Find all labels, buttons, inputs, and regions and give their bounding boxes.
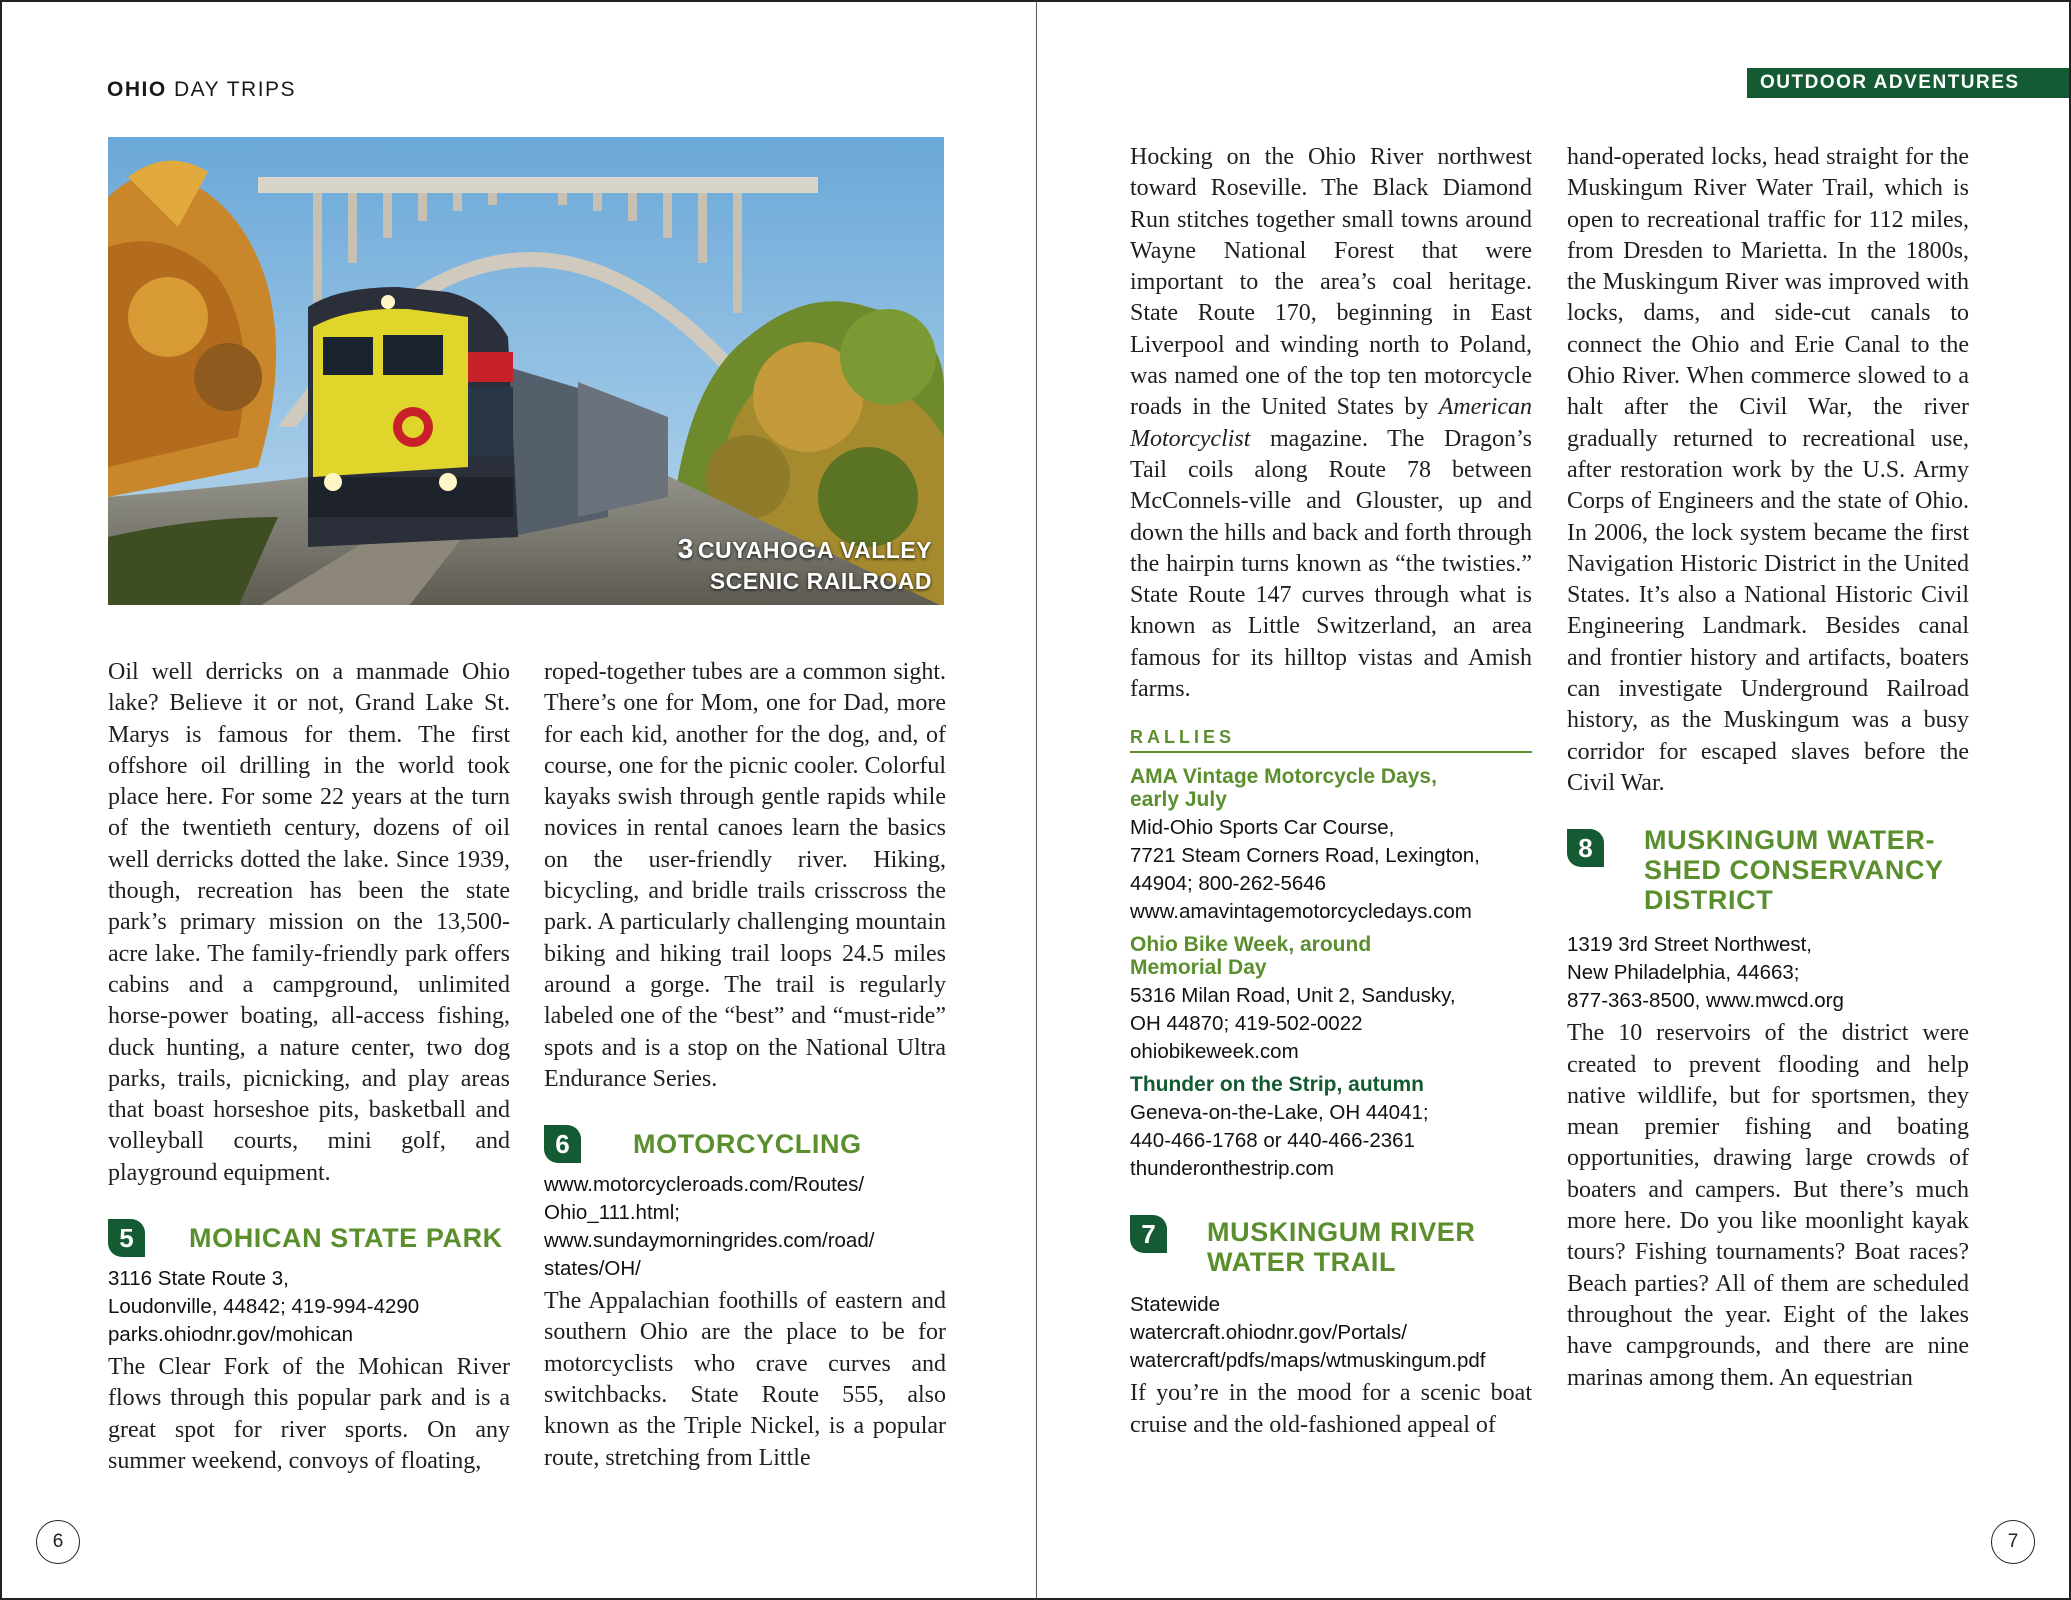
rally-item: Thunder on the Strip, autumn Geneva-on-the-Lake, OH 44041; 440-466-1768 or 440-466-2361 thunderonthestrip.com [1130,1073,1532,1183]
rallies-section [1130,727,1532,1183]
rally-name: Ohio Bike Week, around [1130,933,1372,957]
rally-name: Thunder on the Strip, autumn [1130,1073,1424,1097]
conservancy-paragraph: The 10 reservoirs of the district were created to prevent flooding and help native wildlife, but for sportsmen, they mean premier fishing and boating opportunities, drawing large crowds of boaters and campers. But there’s much more here. Do you like moonlight kayak tours? Fishing tournaments? Boat races? Beach parties? All of them are scheduled throughout the year. Eight of the lakes have campgrounds, and there are nine marinas among them. An equestrian [1567,1020,1969,1391]
website-link[interactable]: states/OH/ [544,1257,641,1281]
mohican-paragraph: The Clear Fork of the Mohican River flows through this popular park and is a great spot for river sports. On any summer weekend, convoys of floating, [108,1354,510,1474]
listing-7-header [1130,1215,1532,1277]
page-number: 6 [36,1520,80,1564]
listing-title: MOTORCYCLING [633,1129,862,1160]
website-link[interactable]: watercraft/pdfs/maps/wtmuskingum.pdf [1130,1349,1486,1373]
website-link[interactable]: Ohio_111.html; [544,1201,680,1225]
right-column-2 [1567,142,1969,1394]
rally-item: AMA Vintage Motorcycle Days, early July Mid-Ohio Sports Car Course, 7721 Steam Corners Road, Lexington, 44904; 800-262-5646 www.amavintagemotorcycledays.com [1130,765,1532,926]
website-link[interactable]: thunderonthestrip.com [1130,1157,1334,1181]
page-number: 7 [1991,1520,2035,1564]
left-column-2 [544,657,946,1474]
photo-caption [678,533,932,597]
listing-number-badge: 7 [1130,1215,1167,1253]
mohican-continued-paragraph: roped-together tubes are a common sight. There’s one for Mom, one for Dad, more for each kid, another for the dog, and, of course, one for the picnic cooler. Colorful kayaks swish through gentle rapids while novices in rental canoes learn the basics on the user-friendly river. Hiking, bicycling, and bridle trails crisscross the park. A particularly challenging mountain biking and hiking trail loops 24.5 miles around a gorge. The trail is regularly labeled one of the “best” and “must-ride” spots and is a stop on the National Ultra Endurance Series. [544,659,946,1092]
listing-title: MOHICAN STATE PARK [189,1223,503,1254]
listing-6-header [544,1125,946,1163]
rally-item: Ohio Bike Week, around Memorial Day 5316 Milan Road, Unit 2, Sandusky, OH 44870; 419-502-0022 ohiobikeweek.com [1130,933,1532,1066]
left-column-1 [108,657,510,1477]
right-column-1 [1130,142,1532,1441]
section-tab: OUTDOOR ADVENTURES [1747,68,2069,98]
rally-name: Memorial Day [1130,956,1267,980]
magazine-title: American Motorcyclist [1130,394,1532,452]
listing-5-header [108,1219,510,1257]
water-trail-paragraph: If you’re in the mood for a scenic boat cruise and the old-fashioned appeal of [1130,1380,1532,1438]
rally-name: early July [1130,788,1227,812]
listing-title: MUSKINGUM RIVER WATER TRAIL [1207,1217,1476,1278]
right-page [1036,0,2071,1600]
listing-number-badge: 6 [544,1125,581,1163]
listing-7-info: Statewide watercraft.ohiodnr.gov/Portals/ watercraft/pdfs/maps/wtmuskingum.pdf [1130,1291,1532,1375]
listing-8-header [1567,825,1969,916]
listing-number-badge: 5 [108,1219,145,1257]
website-link[interactable]: www.amavintagemotorcycledays.com [1130,900,1472,924]
running-head: OHIO DAY TRIPS [107,78,297,101]
railroad-photo [108,137,944,605]
caption-line-2: SCENIC RAILROAD [709,568,932,594]
photo-number: 3 [677,533,694,564]
listing-title: MUSKINGUM WATER- SHED CONSERVANCY DISTRICT [1644,825,1944,916]
listing-number-badge: 8 [1567,829,1604,867]
website-link[interactable]: watercraft.ohiodnr.gov/Portals/ [1130,1321,1407,1345]
water-trail-continued-paragraph: hand-operated locks, head straight for the Muskingum River Water Trail, which is open to recreational traffic for 112 miles, from Dresden to Marietta. In the 1800s, the Muskingum River was improved with locks, dams, and side-cut canals to connect the Ohio and Erie Canal to the Ohio River. When commerce slowed to a halt after the Civil War, the river gradually returned to recreational use, after restoration work by the U.S. Army Corps of Engineers and the state of Ohio. In 2006, the lock system became the first Navigation Historic District in the United States. It’s also a National Historic Civil Engineering Landmark. Besides canal and frontier history and artifacts, boaters can investigate Underground Railroad history, as the Muskingum was a busy corridor for escaped slaves before the Civil War. [1567,144,1969,796]
motorcycle-routes-paragraph: Hocking on the Ohio River northwest toward Roseville. The Black Diamond Run stitches together small towns around Wayne National Forest that were important to the area’s coal heritage. State Route 170, beginning in East Liverpool and winding north to Poland, was named one of the top ten motorcycle roads in the United States by American Motorcyclist magazine. The Dragon’s Tail coils along Route 78 between McConnels-ville and Glouster, up and down the hills and back and forth through the hairpin turns known as “the twisties.” State Route 147 curves through what is known as Little Switzerland, an area famous for its hilltop vistas and Amish farms. [1130,144,1533,703]
website-link[interactable]: www.motorcycleroads.com/Routes/ [544,1173,865,1197]
grand-lake-paragraph: Oil well derricks on a manmade Ohio lake? Believe it or not, Grand Lake St. Marys is famous for them. The first offshore oil drilling in the world took place here. For some 22 years at the turn of the twentieth century, dozens of oil well derricks dotted the lake. Since 1939, though, recreation has been the state park’s primary mission on the 13,500- acre lake. The family-friendly park offers cabins and a campground, unlimited horse-power boating, all-access fishing, duck hunting, a nature center, two dog parks, trails, picnicking, and play areas that boast horseshoe pits, basketball and volleyball courts, mini golf, and playground equipment. [108,659,510,1186]
address-line: 3116 State Route 3, [108,1267,289,1291]
website-link[interactable]: parks.ohiodnr.gov/mohican [108,1323,354,1347]
motorcycling-paragraph: The Appalachian foothills of eastern and southern Ohio are the place to be for motorcyclists who crave curves and switchbacks. State Route 555, also known as the Triple Nickel, is a popular route, stretching from Little [544,1288,946,1471]
website-link[interactable]: 877-363-8500, www.mwcd.org [1567,989,1844,1013]
website-link[interactable]: ohiobikeweek.com [1130,1040,1299,1064]
listing-5-info [108,1265,510,1349]
caption-line-1: CUYAHOGA VALLEY [697,537,932,563]
rallies-heading: RALLIES [1130,727,1532,753]
listing-6-info [544,1171,946,1283]
address-line: Loudonville, 44842; 419-994-4290 [108,1295,420,1319]
rally-name: AMA Vintage Motorcycle Days, [1130,765,1437,789]
website-link[interactable]: www.sundaymorningrides.com/road/ [544,1229,875,1253]
listing-8-info: 1319 3rd Street Northwest, New Philadelphia, 44663; 877-363-8500, www.mwcd.org [1567,931,1969,1015]
